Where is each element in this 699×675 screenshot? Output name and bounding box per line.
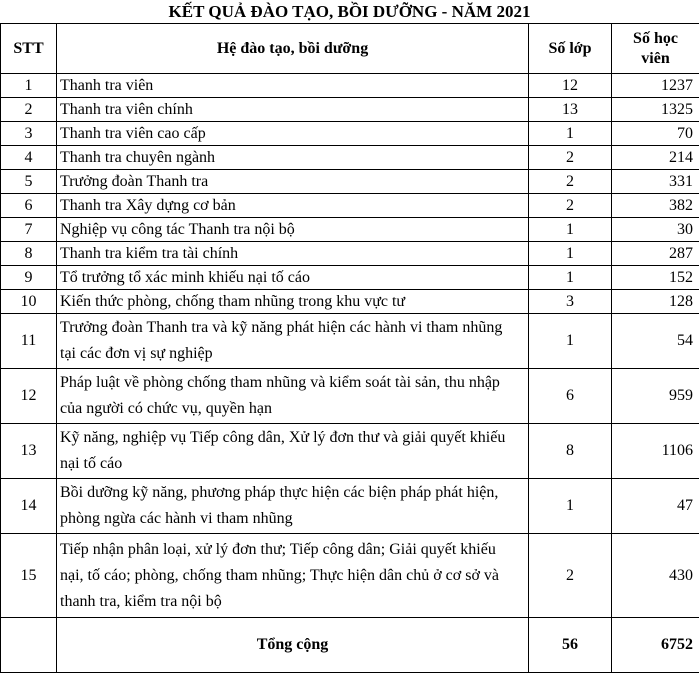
row-students: 47	[612, 479, 699, 534]
header-students: Số học viên	[612, 24, 699, 74]
total-row	[1, 618, 699, 673]
row-classes: 2	[529, 534, 612, 618]
row-classes: 1	[529, 242, 612, 266]
row-name: Nghiệp vụ công tác Thanh tra nội bộ	[57, 218, 529, 242]
row-stt: 4	[1, 146, 57, 170]
row-students: 54	[612, 314, 699, 369]
table-row	[1, 314, 699, 369]
row-name: Trưởng đoàn Thanh tra và kỹ năng phát hiện các hành vi tham nhũng tại các đơn vị sự nghiệp	[57, 314, 529, 369]
table-row	[1, 290, 699, 314]
row-classes: 1	[529, 479, 612, 534]
row-classes: 1	[529, 266, 612, 290]
row-students: 214	[612, 146, 699, 170]
table-row	[1, 242, 699, 266]
row-name: Thanh tra viên chính	[57, 98, 529, 122]
table-row	[1, 424, 699, 479]
row-name: Thanh tra Xây dựng cơ bản	[57, 194, 529, 218]
row-name: Tiếp nhận phân loại, xử lý đơn thư; Tiếp công dân; Giải quyết khiếu nại, tố cáo; phòng, chống tham nhũng; Thực hiện dân chủ ở cơ sở và thanh tra, kiểm tra nội bộ	[57, 534, 529, 618]
row-name: Thanh tra viên	[57, 74, 529, 98]
row-students: 430	[612, 534, 699, 618]
header-stt: STT	[1, 24, 57, 74]
row-classes: 8	[529, 424, 612, 479]
table-row	[1, 369, 699, 424]
row-classes: 1	[529, 218, 612, 242]
table-row	[1, 122, 699, 146]
row-name: Thanh tra viên cao cấp	[57, 122, 529, 146]
row-classes: 3	[529, 290, 612, 314]
row-students: 70	[612, 122, 699, 146]
header-classes: Số lớp	[529, 24, 612, 74]
row-classes: 12	[529, 74, 612, 98]
table-row	[1, 146, 699, 170]
row-students: 152	[612, 266, 699, 290]
table-title: KẾT QUẢ ĐÀO TẠO, BỒI DƯỠNG - NĂM 2021	[168, 2, 531, 21]
row-stt: 14	[1, 479, 57, 534]
row-name: Thanh tra kiểm tra tài chính	[57, 242, 529, 266]
row-students: 959	[612, 369, 699, 424]
training-results-table	[0, 23, 699, 673]
row-name: Pháp luật về phòng chống tham nhũng và kiểm soát tài sản, thu nhập của người có chức vụ, quyền hạn	[57, 369, 529, 424]
row-classes: 2	[529, 146, 612, 170]
row-name: Kiến thức phòng, chống tham nhũng trong khu vực tư	[57, 290, 529, 314]
row-students: 331	[612, 170, 699, 194]
table-row	[1, 266, 699, 290]
row-stt: 8	[1, 242, 57, 266]
table-row	[1, 534, 699, 618]
row-classes: 1	[529, 314, 612, 369]
row-students: 128	[612, 290, 699, 314]
header-program: Hệ đào tạo, bồi dưỡng	[57, 24, 529, 74]
row-students: 382	[612, 194, 699, 218]
row-stt: 1	[1, 74, 57, 98]
row-classes: 2	[529, 194, 612, 218]
table-row	[1, 218, 699, 242]
row-stt: 2	[1, 98, 57, 122]
row-stt: 10	[1, 290, 57, 314]
table-row	[1, 170, 699, 194]
row-classes: 2	[529, 170, 612, 194]
row-stt: 7	[1, 218, 57, 242]
row-stt: 3	[1, 122, 57, 146]
row-name: Bồi dưỡng kỹ năng, phương pháp thực hiện các biện pháp phát hiện, phòng ngừa các hành vi tham nhũng	[57, 479, 529, 534]
total-classes: 56	[529, 618, 612, 673]
row-classes: 13	[529, 98, 612, 122]
row-name: Kỹ năng, nghiệp vụ Tiếp công dân, Xử lý đơn thư và giải quyết khiếu nại tố cáo	[57, 424, 529, 479]
row-stt: 9	[1, 266, 57, 290]
table-row	[1, 74, 699, 98]
total-students: 6752	[612, 618, 699, 673]
row-stt: 15	[1, 534, 57, 618]
row-name: Tổ trưởng tổ xác minh khiếu nại tố cáo	[57, 266, 529, 290]
row-stt: 11	[1, 314, 57, 369]
table-row	[1, 479, 699, 534]
row-students: 1106	[612, 424, 699, 479]
row-classes: 6	[529, 369, 612, 424]
header-row	[1, 24, 699, 74]
row-stt: 13	[1, 424, 57, 479]
row-students: 1237	[612, 74, 699, 98]
row-students: 1325	[612, 98, 699, 122]
row-students: 287	[612, 242, 699, 266]
row-stt: 5	[1, 170, 57, 194]
row-classes: 1	[529, 122, 612, 146]
row-students: 30	[612, 218, 699, 242]
table-row	[1, 194, 699, 218]
row-name: Trưởng đoàn Thanh tra	[57, 170, 529, 194]
row-name: Thanh tra chuyên ngành	[57, 146, 529, 170]
table-row	[1, 98, 699, 122]
total-stt-empty	[1, 618, 57, 673]
total-label: Tổng cộng	[57, 618, 529, 673]
row-stt: 12	[1, 369, 57, 424]
row-stt: 6	[1, 194, 57, 218]
